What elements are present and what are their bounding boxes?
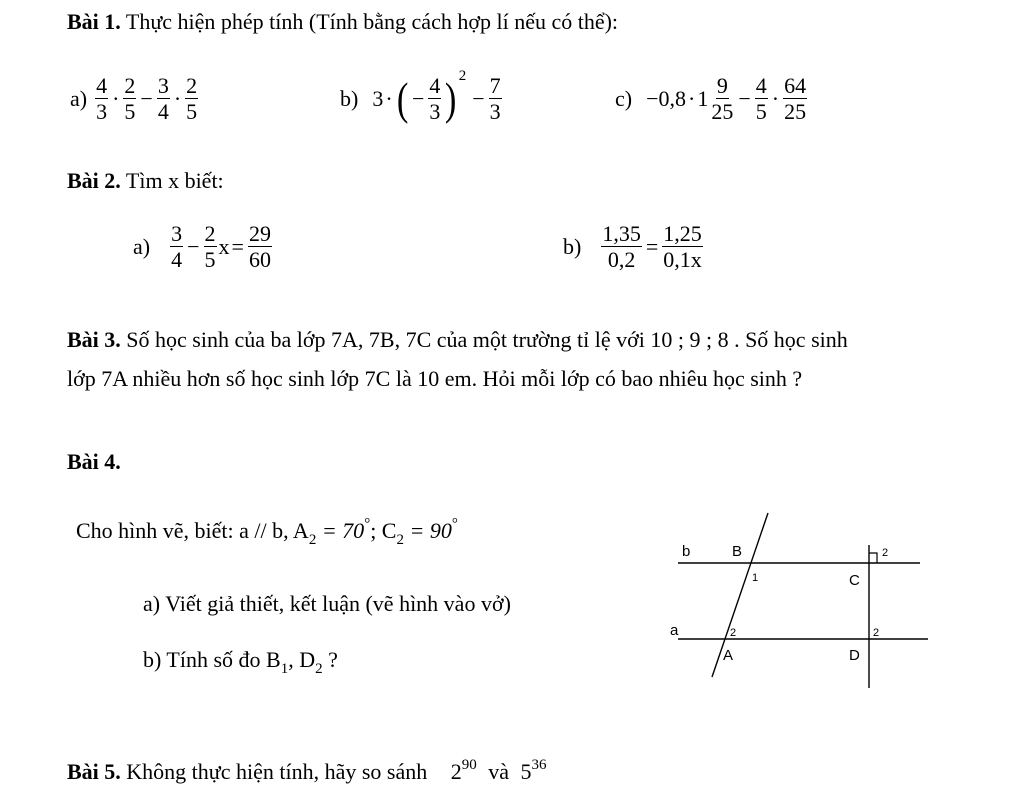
bai1-title: Bài 1. [67, 9, 121, 34]
bai1-b-coef: 3 [372, 85, 384, 111]
bai4-given [76, 518, 458, 547]
fig-label-A: A [723, 647, 734, 664]
bai5-base2: 5 [520, 759, 532, 784]
bai1-c: c) −0,8 · 1 $\frac{9}{25}$ − $\frac{4}{5}$ · $\frac{64}{25}$ [615, 73, 807, 124]
bai5-exp2: 36 [531, 757, 547, 773]
frac-den: 3 [96, 99, 108, 124]
bai5-text: Không thực hiện tính, hãy so sánh [126, 759, 428, 784]
fig-label-b: b [682, 543, 691, 560]
bai3-line2: lớp 7A nhiều hơn số học sinh lớp 7C là 10 em. Hỏi mỗi lớp có bao nhiêu học sinh ? [67, 366, 803, 391]
bai4-a2-val: = 70 [316, 518, 365, 543]
angle-sub: 2 [315, 661, 323, 677]
bai5-exp1: 90 [461, 757, 477, 773]
frac-den: 5 [186, 99, 198, 124]
angle-sub: 2 [308, 532, 317, 548]
bai2-a-var: x [218, 233, 230, 259]
bai3-title: Bài 3. [67, 327, 121, 352]
bai5-and: và [488, 759, 510, 784]
bai2-b: b) $\frac{1,35}{0,2}$ = $\frac{1,25}{0,1x}$ [563, 221, 702, 272]
bai4-given-prefix: Cho hình vẽ, biết: a // b, A [76, 518, 309, 543]
bai2-heading [67, 168, 224, 194]
frac-num: 1,25 [663, 221, 702, 246]
bai1-a-label: a) [70, 85, 88, 111]
bai4-sep: ; C [370, 518, 397, 543]
bai4-mid: , D [288, 647, 316, 672]
frac-den: 0,1x [663, 247, 702, 272]
fig-label-a: a [670, 622, 679, 639]
frac-den: 3 [429, 99, 441, 124]
frac-den: 5 [755, 99, 767, 124]
fig-label-B: B [732, 543, 743, 560]
frac-num: 2 [204, 221, 216, 246]
right-angle-mark [869, 553, 877, 563]
frac-num: 2 [186, 73, 198, 98]
bai4-figure [660, 505, 935, 695]
frac-den: 0,2 [607, 247, 636, 272]
frac-num: 2 [124, 73, 136, 98]
bai4-part-b-prefix: b) Tính số đo B [143, 647, 281, 672]
frac-num: 3 [171, 221, 183, 246]
degree-symbol: ° [364, 516, 371, 532]
fig-label-2-top: 2 [882, 547, 889, 559]
fig-label-2-A: 2 [730, 627, 737, 639]
frac-num: 7 [489, 73, 501, 98]
bai3-line1 [67, 327, 848, 353]
bai1-b-label: b) [340, 85, 359, 111]
bai2-a: a) $\frac{3}{4}$ − $\frac{2}{5}$ x = $\frac{29}{60}$ [133, 221, 271, 272]
bai1-instruction: Thực hiện phép tính (Tính bằng cách hợp lí nếu có thể): [125, 9, 619, 34]
bai2-b-label: b) [563, 233, 582, 259]
bai4-part-a: a) Viết giả thiết, kết luận (vẽ hình vào vở) [143, 591, 511, 616]
bai4-c2-val: = 90 [403, 518, 452, 543]
bai2-title: Bài 2. [67, 168, 121, 193]
fig-label-1: 1 [752, 572, 759, 584]
frac-num: 64 [784, 73, 807, 98]
frac-num: 3 [157, 73, 169, 98]
frac-num: 4 [96, 73, 108, 98]
frac-num: 1,35 [602, 221, 641, 246]
bai4-q: ? [322, 647, 338, 672]
frac-num: 9 [716, 73, 728, 98]
frac-num: 4 [755, 73, 767, 98]
fig-label-2-D: 2 [873, 627, 880, 639]
frac-den: 25 [784, 99, 807, 124]
bai1-b-exp: 2 [458, 68, 467, 84]
bai5-line [67, 759, 547, 788]
angle-sub: 1 [280, 661, 289, 677]
fig-label-C: C [849, 572, 860, 589]
frac-den: 3 [489, 99, 501, 124]
bai1-c-whole: 1 [697, 85, 709, 111]
angle-sub: 2 [396, 532, 404, 548]
bai5-base1: 2 [450, 759, 462, 784]
bai1-c-dec: −0,8 [646, 85, 687, 111]
bai1-c-label: c) [615, 85, 633, 111]
frac-den: 60 [248, 247, 271, 272]
bai1-b: b) 3 · ( − $\frac{4}{3}$ ) 2 − $\frac{7}{3}$ [340, 68, 501, 124]
frac-den: 25 [711, 99, 734, 124]
transversal-line [712, 513, 768, 677]
fig-label-D: D [849, 647, 860, 664]
bai4-part-b [143, 647, 338, 676]
frac-den: 4 [171, 247, 183, 272]
frac-num: 4 [429, 73, 441, 98]
degree-symbol: ° [451, 516, 458, 532]
bai1-heading [67, 9, 618, 35]
bai4-title: Bài 4. [67, 449, 121, 474]
frac-num: 29 [248, 221, 271, 246]
bai2-instruction: Tìm x biết: [125, 168, 224, 193]
bai1-a: a) $\frac{4}{3}$ · $\frac{2}{5}$ − $\frac{3}{4}$ · $\frac{2}{5}$ [70, 73, 198, 124]
bai2-a-label: a) [133, 233, 151, 259]
bai5-title: Bài 5. [67, 759, 121, 784]
frac-den: 5 [124, 99, 136, 124]
frac-den: 5 [204, 247, 216, 272]
bai3-text1: Số học sinh của ba lớp 7A, 7B, 7C của một trường tỉ lệ với 10 ; 9 ; 8 . Số học sinh [126, 327, 848, 352]
frac-den: 4 [157, 99, 169, 124]
